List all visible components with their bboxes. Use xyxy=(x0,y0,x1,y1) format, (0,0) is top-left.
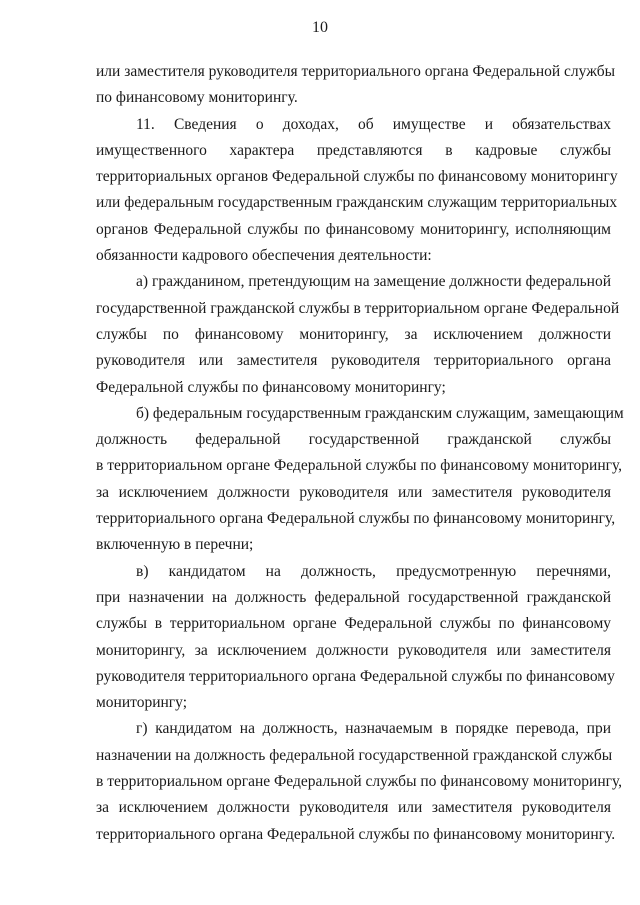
text-line: службы в территориальном органе Федеральной службы по финансовому xyxy=(96,615,611,633)
text-line: за исключением должности руководителя или заместителя руководителя xyxy=(96,799,611,817)
text-line: в территориальном органе Федеральной службы по финансовому мониторингу, xyxy=(96,457,623,475)
text-line: территориального органа Федеральной службы по финансовому мониторингу, xyxy=(96,510,616,528)
text-line: обязанности кадрового обеспечения деятельности: xyxy=(96,247,432,265)
text-line: руководителя территориального органа Федеральной службы по финансовому xyxy=(96,667,615,685)
text-line: за исключением должности руководителя или заместителя руководителя xyxy=(96,483,611,501)
text-line: а) гражданином, претендующим на замещение должности федеральной xyxy=(136,273,611,291)
text-line: территориальных органов Федеральной службы по финансовому мониторингу xyxy=(96,168,618,186)
text-line: мониторингу; xyxy=(96,694,188,712)
text-line: при назначении на должность федеральной государственной гражданской xyxy=(96,588,611,606)
text-line: по финансовому мониторингу. xyxy=(96,89,298,107)
document-body xyxy=(96,59,624,848)
text-line: в) кандидатом на должность, предусмотренную перечнями, xyxy=(136,562,611,580)
text-line: г) кандидатом на должность, назначаемым в порядке перевода, при xyxy=(136,720,611,738)
text-line: службы по финансовому мониторингу, за исключением должности xyxy=(96,325,611,343)
text-line: включенную в перечни; xyxy=(96,536,254,554)
text-line: государственной гражданской службы в территориальном органе Федеральной xyxy=(96,299,620,317)
text-line: мониторингу, за исключением должности руководителя или заместителя xyxy=(96,641,611,659)
text-line: должность федеральной государственной гражданской службы xyxy=(96,431,611,449)
text-line: или федеральным государственным гражданским служащим территориальных xyxy=(96,194,618,212)
text-line: руководителя или заместителя руководителя территориального органа xyxy=(96,352,611,370)
text-line: имущественного характера представляются в кадровые службы xyxy=(96,141,611,159)
text-line: или заместителя руководителя территориального органа Федеральной службы xyxy=(96,63,615,80)
text-line: территориального органа Федеральной службы по финансовому мониторингу. xyxy=(96,825,616,843)
text-line: назначении на должность федеральной государственной гражданской службы xyxy=(96,746,613,764)
text-line: в территориальном органе Федеральной службы по финансовому мониторингу, xyxy=(96,773,623,791)
text-line: 11. Сведения о доходах, об имуществе и обязательствах xyxy=(136,115,611,133)
text-line: б) федеральным государственным гражданским служащим, замещающим xyxy=(136,404,624,422)
page-number: 10 xyxy=(312,19,328,36)
text-line: Федеральной службы по финансовому мониторингу; xyxy=(96,378,446,396)
text-line: органов Федеральной службы по финансовому мониторингу, исполняющим xyxy=(96,220,611,238)
